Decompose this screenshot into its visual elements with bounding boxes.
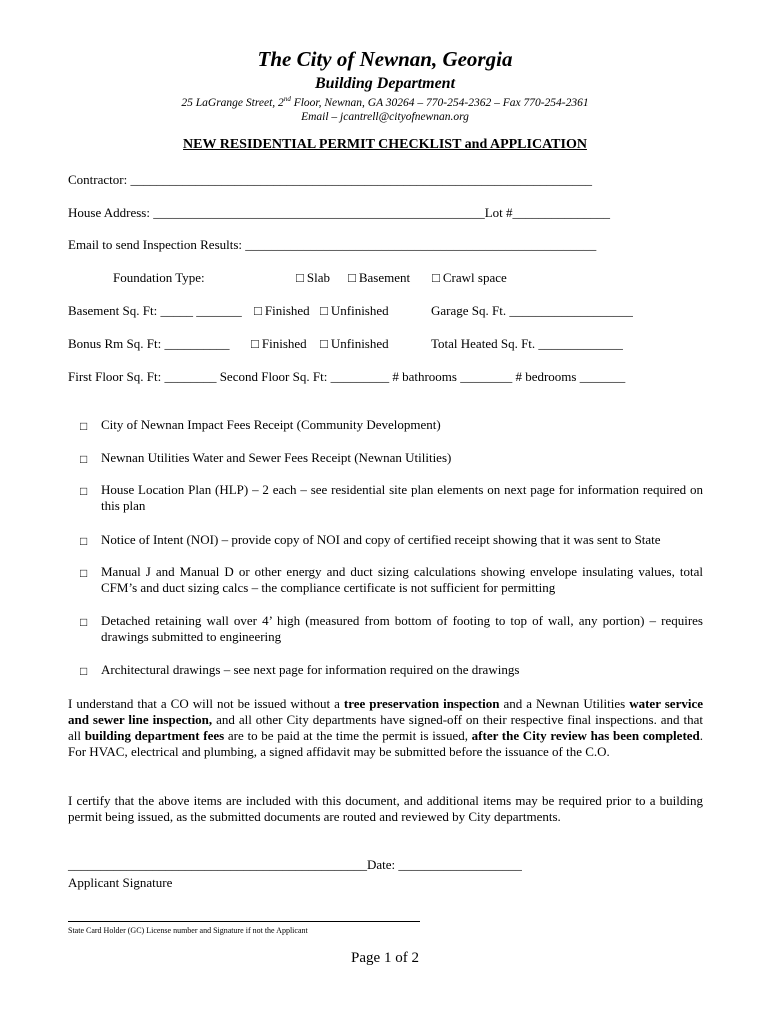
foundation-type-label: Foundation Type: bbox=[113, 270, 205, 285]
floor-sqft-line[interactable]: First Floor Sq. Ft: ________ Second Floor Sq. Ft: _________ # bathrooms ________ # bedrooms _______ bbox=[68, 369, 626, 384]
finished-label: Finished bbox=[261, 336, 307, 351]
checkbox-icon[interactable]: □ bbox=[296, 270, 304, 285]
checkbox-icon[interactable]: □ bbox=[348, 270, 356, 285]
email-field[interactable]: Email to send Inspection Results: ______________________________________________________ bbox=[68, 237, 597, 252]
checklist-checkbox[interactable]: □ bbox=[80, 419, 88, 433]
checklist-item: Notice of Intent (NOI) – provide copy of NOI and copy of certified receipt showing that it was sent to State bbox=[101, 532, 661, 547]
address-pre: 25 LaGrange Street, 2 bbox=[181, 96, 284, 109]
house-address-field[interactable]: House Address: ___________________________________________________Lot #_______________ bbox=[68, 205, 611, 220]
para-text: are to be paid at the time the permit is issued, bbox=[224, 728, 472, 743]
bonus-finished-option[interactable] bbox=[251, 336, 307, 352]
bonus-unfinished-option[interactable] bbox=[320, 336, 389, 352]
contractor-field[interactable]: Contractor: _______________________________________________________________________ bbox=[68, 172, 592, 187]
checklist-item: Detached retaining wall over 4’ high (measured from bottom of footing to top of wall, any portion) – requires drawings submitted to engineering bbox=[101, 613, 703, 644]
address-line bbox=[0, 95, 770, 109]
checklist-checkbox[interactable]: □ bbox=[80, 664, 88, 678]
basement-unfinished-option[interactable] bbox=[320, 303, 389, 319]
basement-option[interactable] bbox=[348, 270, 410, 286]
para-text: I understand that a CO will not be issued without a bbox=[68, 696, 344, 711]
page-number: Page 1 of 2 bbox=[351, 950, 419, 966]
checklist-item: Architectural drawings – see next page for information required on the drawings bbox=[101, 662, 520, 677]
co-understanding-paragraph bbox=[68, 696, 703, 760]
checkbox-icon[interactable]: □ bbox=[320, 303, 328, 318]
para-bold-text: after the City review has been completed bbox=[471, 728, 700, 743]
finished-label: Finished bbox=[264, 303, 310, 318]
para-bold-text: water service and sewer line inspection, bbox=[68, 696, 703, 727]
checkbox-icon[interactable]: □ bbox=[251, 336, 259, 351]
checklist-checkbox[interactable]: □ bbox=[80, 534, 88, 548]
checkbox-icon[interactable]: □ bbox=[432, 270, 440, 285]
para-text: and all other City departments have signed-off on their respective final inspections. and that all bbox=[68, 712, 703, 743]
crawl-space-label: Crawl space bbox=[442, 270, 507, 285]
address-post: Floor, Newnan, GA 30264 – 770-254-2362 – Fax 770-254-2361 bbox=[290, 96, 589, 109]
bonus-room-sqft-field[interactable]: Bonus Rm Sq. Ft: __________ bbox=[68, 336, 230, 351]
gc-signature-label: State Card Holder (GC) License number and Signature if not the Applicant bbox=[68, 926, 308, 935]
checkbox-icon[interactable]: □ bbox=[254, 303, 262, 318]
unfinished-label: Unfinished bbox=[330, 336, 389, 351]
basement-label: Basement bbox=[358, 270, 411, 285]
checklist-checkbox[interactable]: □ bbox=[80, 566, 88, 580]
para-bold-text: tree preservation inspection bbox=[343, 696, 500, 711]
certification-paragraph: I certify that the above items are included with this document, and additional items may be required prior to a building permit being issued, as the submitted documents are routed and reviewed by City departments. bbox=[68, 793, 703, 824]
gc-signature-line[interactable] bbox=[68, 921, 420, 922]
checklist-checkbox[interactable]: □ bbox=[80, 484, 88, 498]
checklist-item: City of Newnan Impact Fees Receipt (Community Development) bbox=[101, 417, 441, 432]
checkbox-icon[interactable]: □ bbox=[320, 336, 328, 351]
address-sup: nd bbox=[283, 95, 291, 103]
crawl-space-option[interactable] bbox=[432, 270, 507, 286]
garage-sqft-field[interactable]: Garage Sq. Ft. ___________________ bbox=[431, 303, 633, 318]
checklist-checkbox[interactable]: □ bbox=[80, 615, 88, 629]
para-text: and a Newnan Utilities bbox=[499, 696, 630, 711]
slab-label: Slab bbox=[306, 270, 330, 285]
unfinished-label: Unfinished bbox=[330, 303, 389, 318]
para-text: . For HVAC, electrical and plumbing, a signed affidavit may be submitted before the issuance of the C.O. bbox=[68, 728, 704, 759]
total-heated-sqft-field[interactable]: Total Heated Sq. Ft. _____________ bbox=[431, 336, 623, 351]
basement-sqft-field[interactable]: Basement Sq. Ft: _____ _______ bbox=[68, 303, 242, 318]
slab-option[interactable] bbox=[296, 270, 330, 286]
form-title: NEW RESIDENTIAL PERMIT CHECKLIST and APPLICATION bbox=[183, 137, 587, 152]
department-name: Building Department bbox=[314, 75, 456, 92]
para-bold-text: building department fees bbox=[84, 728, 225, 743]
checklist-item: Newnan Utilities Water and Sewer Fees Receipt (Newnan Utilities) bbox=[101, 450, 452, 465]
applicant-signature-date-line[interactable]: ______________________________________________Date: ___________________ bbox=[68, 857, 522, 872]
email-line: Email – jcantrell@cityofnewnan.org bbox=[301, 111, 469, 123]
checklist-checkbox[interactable]: □ bbox=[80, 452, 88, 466]
basement-finished-option[interactable] bbox=[254, 303, 310, 319]
applicant-signature-label: Applicant Signature bbox=[68, 875, 173, 890]
checklist-item: Manual J and Manual D or other energy and duct sizing calculations showing envelope insulating values, total CFM’s and duct sizing calcs – the compliance certificate is not sufficient for permitting bbox=[101, 564, 703, 595]
checklist-item: House Location Plan (HLP) – 2 each – see residential site plan elements on next page for information required on this plan bbox=[101, 482, 703, 513]
city-title: The City of Newnan, Georgia bbox=[257, 47, 513, 71]
